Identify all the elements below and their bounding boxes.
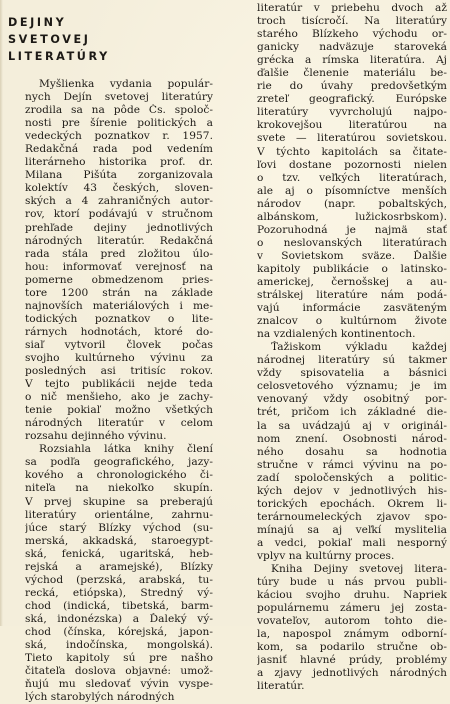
text-line: v Sovietskom sväze. Ďalšie [257,249,447,262]
text-line: todických poznatkov o lite- [25,312,213,325]
text-line: la sa uvádzajú aj v originál- [257,419,447,432]
text-line: káciou svojho druhu. Napriek [257,589,447,602]
title-line: DEJINY [8,16,67,29]
text-line: rozsahu dejinného vývinu. [25,430,167,443]
text-line: V týchto kapitolách sa čitate- [257,145,447,158]
text-line: vajú informácie zasväteným [257,302,447,315]
text-line: kolektív 43 českých, sloven- [25,182,213,195]
text-line: sa podľa geografického, jazy- [25,456,213,469]
text-line: ného dosahu sa hodnotia [257,445,447,458]
text-line: krokovejšou literatúrou na [257,119,447,132]
text-line: venovaný vždy osobitný por- [257,393,447,406]
text-line: literatúry orientálne, zahrnu- [25,508,213,521]
left-column-text [8,78,213,704]
text-line: národných literatúr v celom [25,417,213,430]
text-line: ská, indočínska, mongolská). [25,639,213,652]
text-line: o neslovanských literatúrach [257,236,447,249]
text-line: chod (čínska, kórejská, japon- [25,625,213,638]
text-line: starého Blízkeho východu or- [257,28,447,41]
text-line: čitateľa doslova objavné: umož- [25,665,213,678]
text-line: Pozoruhodná je najmä stať [257,223,447,236]
text-line: národnej literatúry sú takmer [257,354,447,367]
text-line: národných literatúr. Redakčná [25,234,213,247]
text-line: siaľ vytvoril človek počas [25,338,213,351]
text-line: túry bude u nás prvou publi- [257,576,447,589]
text-line: zreteľ geografický. Európske [257,93,447,106]
text-line: merská, akkadská, staroegypt- [25,534,213,547]
left-column [8,0,213,704]
text-line: zadí spoločenských a politic- [257,471,447,484]
text-line: rov, ktorí podávajú v stručnom [25,208,213,221]
text-line: Myšlienka vydania populár- [39,78,213,90]
text-line: literatúr v priebehu dvoch až [257,2,447,14]
text-line: ľovi dostane pozornosti nielen [257,158,447,171]
text-line: júce starý Blízky východ (su- [25,521,213,534]
text-line: vplyv na kultúrny proces. [257,549,395,562]
text-line: prehľade dejiny jednotlivých [25,221,213,234]
text-line: vždy spisovatelia a básnici [257,367,447,380]
text-line: najnovších materiálových i me- [25,299,213,312]
text-line: albánskom, lužickosrbskom). [257,210,447,223]
text-line: mínajú sa aj veľkí myslitelia [257,523,447,536]
text-line: ská, indonézska) a Ďaleký vý- [25,612,213,625]
text-line: tore 1200 strán na základe [25,286,213,299]
text-line: literatúry vyvrcholujú najpo- [257,106,447,119]
text-line: národov (napr. pobaltských, [257,197,447,210]
text-line: celosvetového významu; je im [257,380,447,393]
text-line: vovateľov, autorom tohto die- [257,615,447,628]
title-line: LITERATÚRY [8,50,110,63]
text-line: stručne v rámci vývinu na po- [257,458,447,471]
text-line: vedeckých poznatkov r. 1957. [25,130,213,143]
text-line: rárnych hodnotách, ktoré do- [25,325,213,338]
page-title [8,14,213,65]
text-line: svojho kultúrneho vývinu za [25,351,213,364]
text-line: populárnemu zámeru jej zosta- [257,602,447,615]
text-line: ských a 4 zahraničných autor- [25,195,213,208]
text-line: východ (perzská, arabská, tu- [25,573,213,586]
text-line: V prvej skupine sa preberajú [25,495,213,508]
text-line: americkej, černošskej a au- [257,275,447,288]
text-line: Milana Pišúta zorganizovala [25,169,213,182]
text-line: ská, fenická, ugaritská, heb- [25,547,213,560]
text-line: na vzdialených kontinentoch. [257,328,416,341]
text-line: nosti pre šírenie politických a [25,117,213,130]
text-line: rada stála pred zložitou úlo- [25,247,213,260]
text-line: ale aj o písomníctve menších [257,184,447,197]
text-line: rejská a aramejské), Blízky [25,560,213,573]
text-line: a vedci, pokiaľ mali nesporný [257,536,447,549]
text-line: strálskej literatúre nám podá- [257,289,447,302]
text-line: lých starobylých národných [25,691,175,704]
text-line: zrodila sa na pôde Čs. spoloč- [25,104,213,117]
text-line: literárneho historika prof. dr. [25,156,213,169]
text-line: kového a chronologického či- [25,469,213,482]
right-column [257,2,447,693]
text-line: troch tisícročí. Na literatúry [257,15,447,28]
text-line: hou: informovať verejnosť na [25,260,213,273]
text-line: nom znení. Osobnosti národ- [257,432,447,445]
text-line: kých dejov v jednotlivých his- [257,484,447,497]
text-line: torických epochách. Okrem li- [257,497,447,510]
text-line: kom, sa podarilo stručne ob- [257,641,447,654]
text-line: niteľa na niekoľko skupín. [25,482,213,495]
text-line: Redakčná rada pod vedením [25,143,213,156]
text-line: a zjavy jednotlivých národných [257,667,447,680]
text-line: posledných asi tritisíc rokov. [25,365,213,378]
text-line: ďalšie členenie materiálu be- [257,67,447,80]
text-line: ňujú mu sledovať vývin vyspe- [25,678,213,691]
text-line: terárnoumeleckých zjavov spo- [257,510,447,523]
page-fold-shadow [0,0,3,626]
text-line: chod (indická, tibetská, barm- [25,599,213,612]
text-line: znalcov o kultúrnom živote [257,315,447,328]
text-line: Rozsiahla látka knihy člení [39,443,213,456]
text-line: la, napospol známym odborní- [257,628,447,641]
text-line: kapitoly publikácie o latinsko- [257,262,447,275]
text-line: V tejto publikácii nejde teda [25,378,213,391]
text-line: jasniť hlavné prúdy, problémy [257,654,447,667]
title-line: SVETOVEJ [8,33,91,46]
text-line: Ťažiskom výkladu každej [271,341,447,354]
text-line: pomerne obmedzenom pries- [25,273,213,286]
text-line: literatúr. [257,680,305,693]
text-line: rie do úvahy predovšetkým [257,80,447,93]
text-line: trét, pričom ich základné die- [257,406,447,419]
text-line: o nič menšieho, ako je zachy- [25,391,213,404]
text-line: Tieto kapitoly sú pre našho [25,652,213,665]
text-line: Kniha Dejiny svetovej litera- [271,563,447,576]
text-line: grécka a rímska literatúra. Aj [257,54,447,67]
text-line: nych Dejín svetovej literatúry [25,91,213,104]
text-line: ganicky nadväzuje staroveká [257,41,447,54]
text-line: svete — literatúrou sovietskou. [257,132,447,145]
text-line: tenie pokiaľ možno všetkých [25,404,213,417]
text-line: recká, etiópska), Stredný vý- [25,586,213,599]
text-line: o tzv. veľkých literatúrach, [257,171,447,184]
